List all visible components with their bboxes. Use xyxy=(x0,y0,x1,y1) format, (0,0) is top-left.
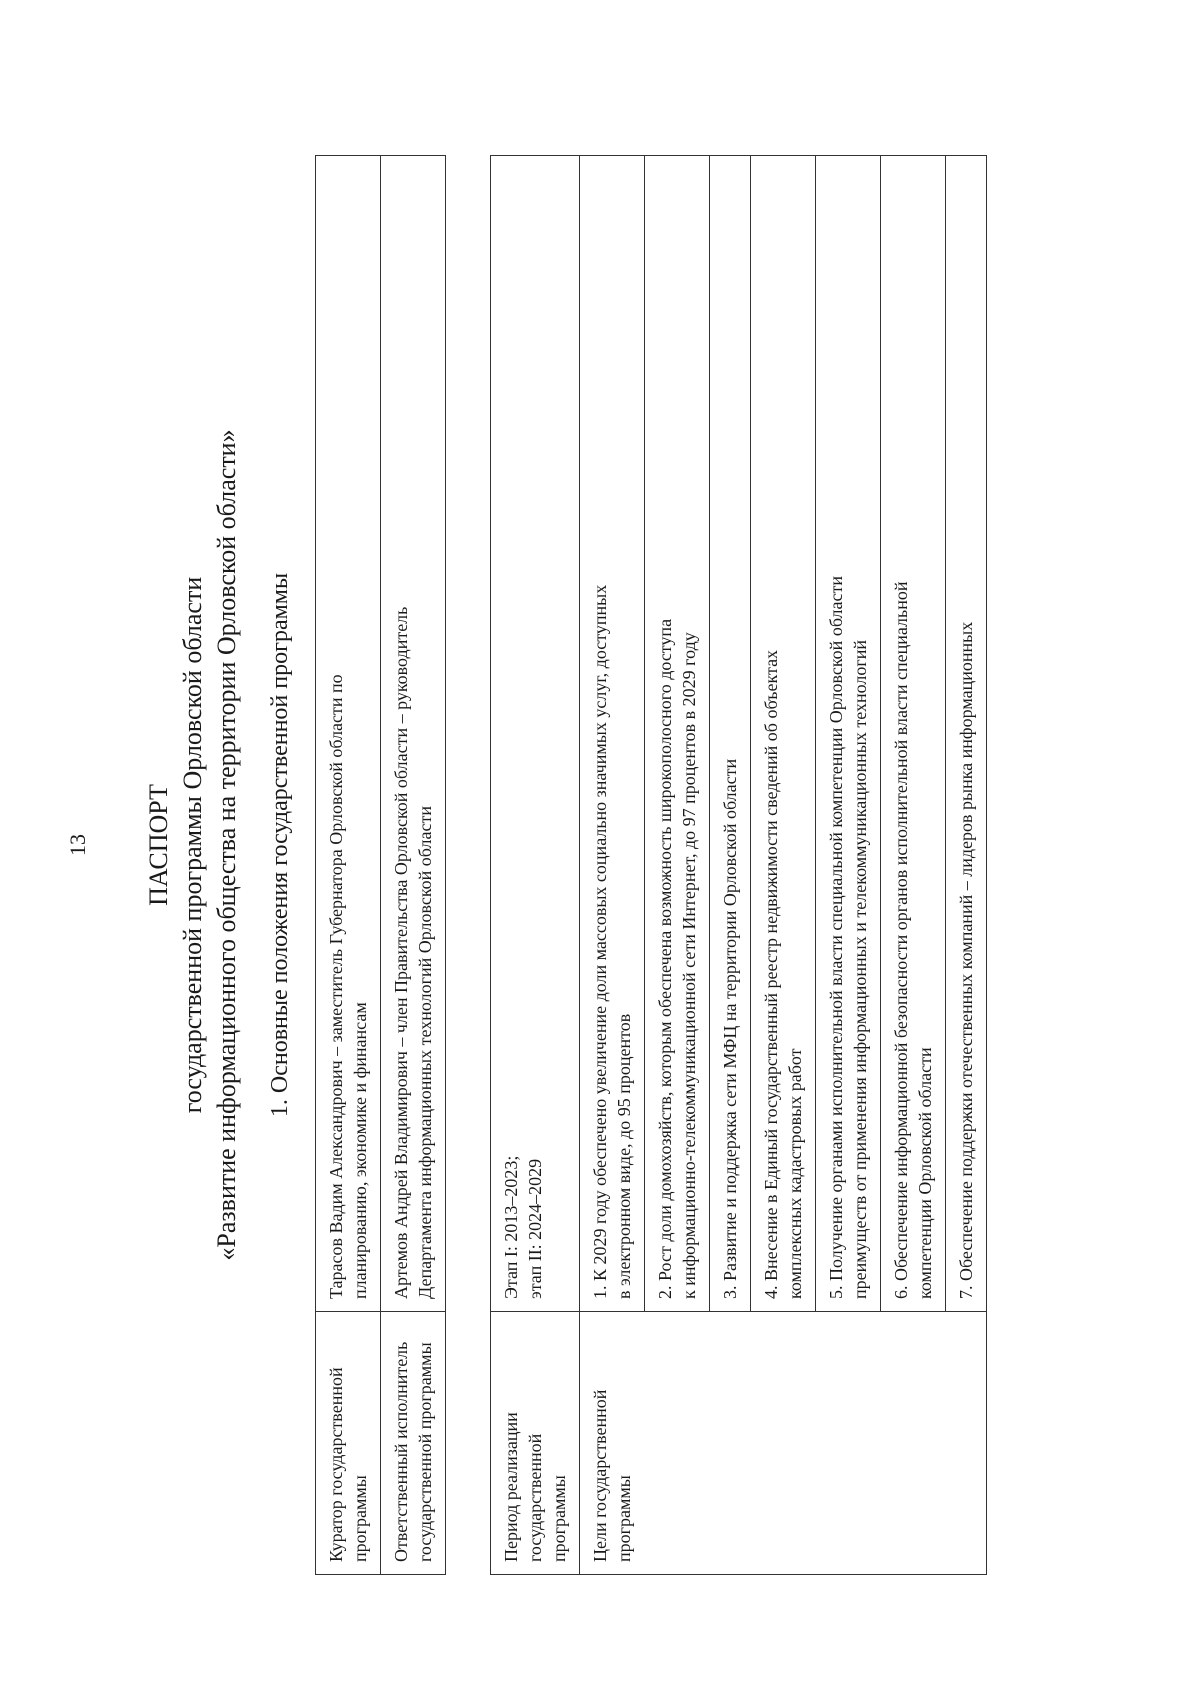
table-row xyxy=(316,156,381,1575)
cell-line: этап II: 2024–2029 xyxy=(525,1158,545,1299)
page-number: 13 xyxy=(65,834,90,856)
goal-7 xyxy=(946,156,987,1312)
goal-1 xyxy=(580,156,645,1312)
cell-line: к информационно-телекоммуникационной сети Интернет, до 97 процентов в 2029 году xyxy=(679,632,699,1299)
curator-value xyxy=(316,156,381,1312)
cell-line: Департамента информационных технологий Орловской области xyxy=(415,806,435,1299)
curator-label xyxy=(316,1312,381,1575)
goal-6 xyxy=(881,156,946,1312)
period-goals-table xyxy=(490,155,987,1575)
program-name: «Развитие информационного общества на территории Орловской области» xyxy=(212,429,241,1261)
cell-line: комплексных кадастровых работ xyxy=(785,1048,805,1299)
cell-line: 3. Развитие и поддержка сети МФЦ на территории Орловской области xyxy=(720,758,740,1299)
cell-line: 7. Обеспечение поддержки отечественных компаний – лидеров рынка информационных xyxy=(956,621,976,1299)
cell-line: Тарасов Вадим Александрович – заместитель Губернатора Орловской области по xyxy=(326,674,346,1299)
executor-value xyxy=(381,156,446,1312)
goal-5 xyxy=(816,156,881,1312)
cell-line: 5. Получение органами исполнительной власти специальной компетенции Орловской области xyxy=(826,576,846,1299)
goals-label xyxy=(580,1312,987,1575)
cell-line: планированию, экономике и финансам xyxy=(350,1002,370,1299)
cell-line: в электронном виде, до 95 процентов xyxy=(614,1013,634,1299)
document-title: ПАСПОРТ xyxy=(144,784,173,906)
cell-line: программы xyxy=(549,1475,569,1562)
cell-line: Период реализации государственной xyxy=(501,1412,545,1562)
cell-line: 6. Обеспечение информационной безопасности органов исполнительной власти специальной xyxy=(891,581,911,1299)
cell-line: 4. Внесение в Единый государственный реестр недвижимости сведений об объектах xyxy=(761,649,781,1299)
cell-text: Цели государственной программы xyxy=(590,1389,634,1562)
cell-line: 1. К 2029 году обеспечено увеличение доли массовых социально значимых услуг, доступных xyxy=(590,584,610,1299)
goal-3 xyxy=(710,156,751,1312)
table-row xyxy=(580,156,645,1575)
curator-table xyxy=(315,155,446,1575)
cell-text: Куратор государственной программы xyxy=(326,1367,370,1562)
period-value xyxy=(491,156,580,1312)
goal-4 xyxy=(751,156,816,1312)
cell-line: государственной программы xyxy=(415,1342,435,1562)
cell-line: 2. Рост доли домохозяйств, которым обеспечена возможность широкополосного доступа xyxy=(655,618,675,1299)
document-subtitle: государственной программы Орловской области xyxy=(178,576,207,1114)
section-title: 1. Основные положения государственной программы xyxy=(267,572,293,1118)
cell-line: Этап I: 2013–2023; xyxy=(501,1155,521,1299)
cell-line: Ответственный исполнитель xyxy=(391,1341,411,1562)
cell-line: преимуществ от применения информационных и телекоммуникационных технологий xyxy=(850,639,870,1299)
executor-label xyxy=(381,1312,446,1575)
table-row xyxy=(381,156,446,1575)
period-label xyxy=(491,1312,580,1575)
table-row xyxy=(491,156,580,1575)
document-sheet xyxy=(35,75,1145,1615)
cell-line: Артемов Андрей Владимирович – член Правительства Орловской области – руководитель xyxy=(391,606,411,1299)
goal-2 xyxy=(645,156,710,1312)
cell-line: компетенции Орловской области xyxy=(915,1047,935,1299)
